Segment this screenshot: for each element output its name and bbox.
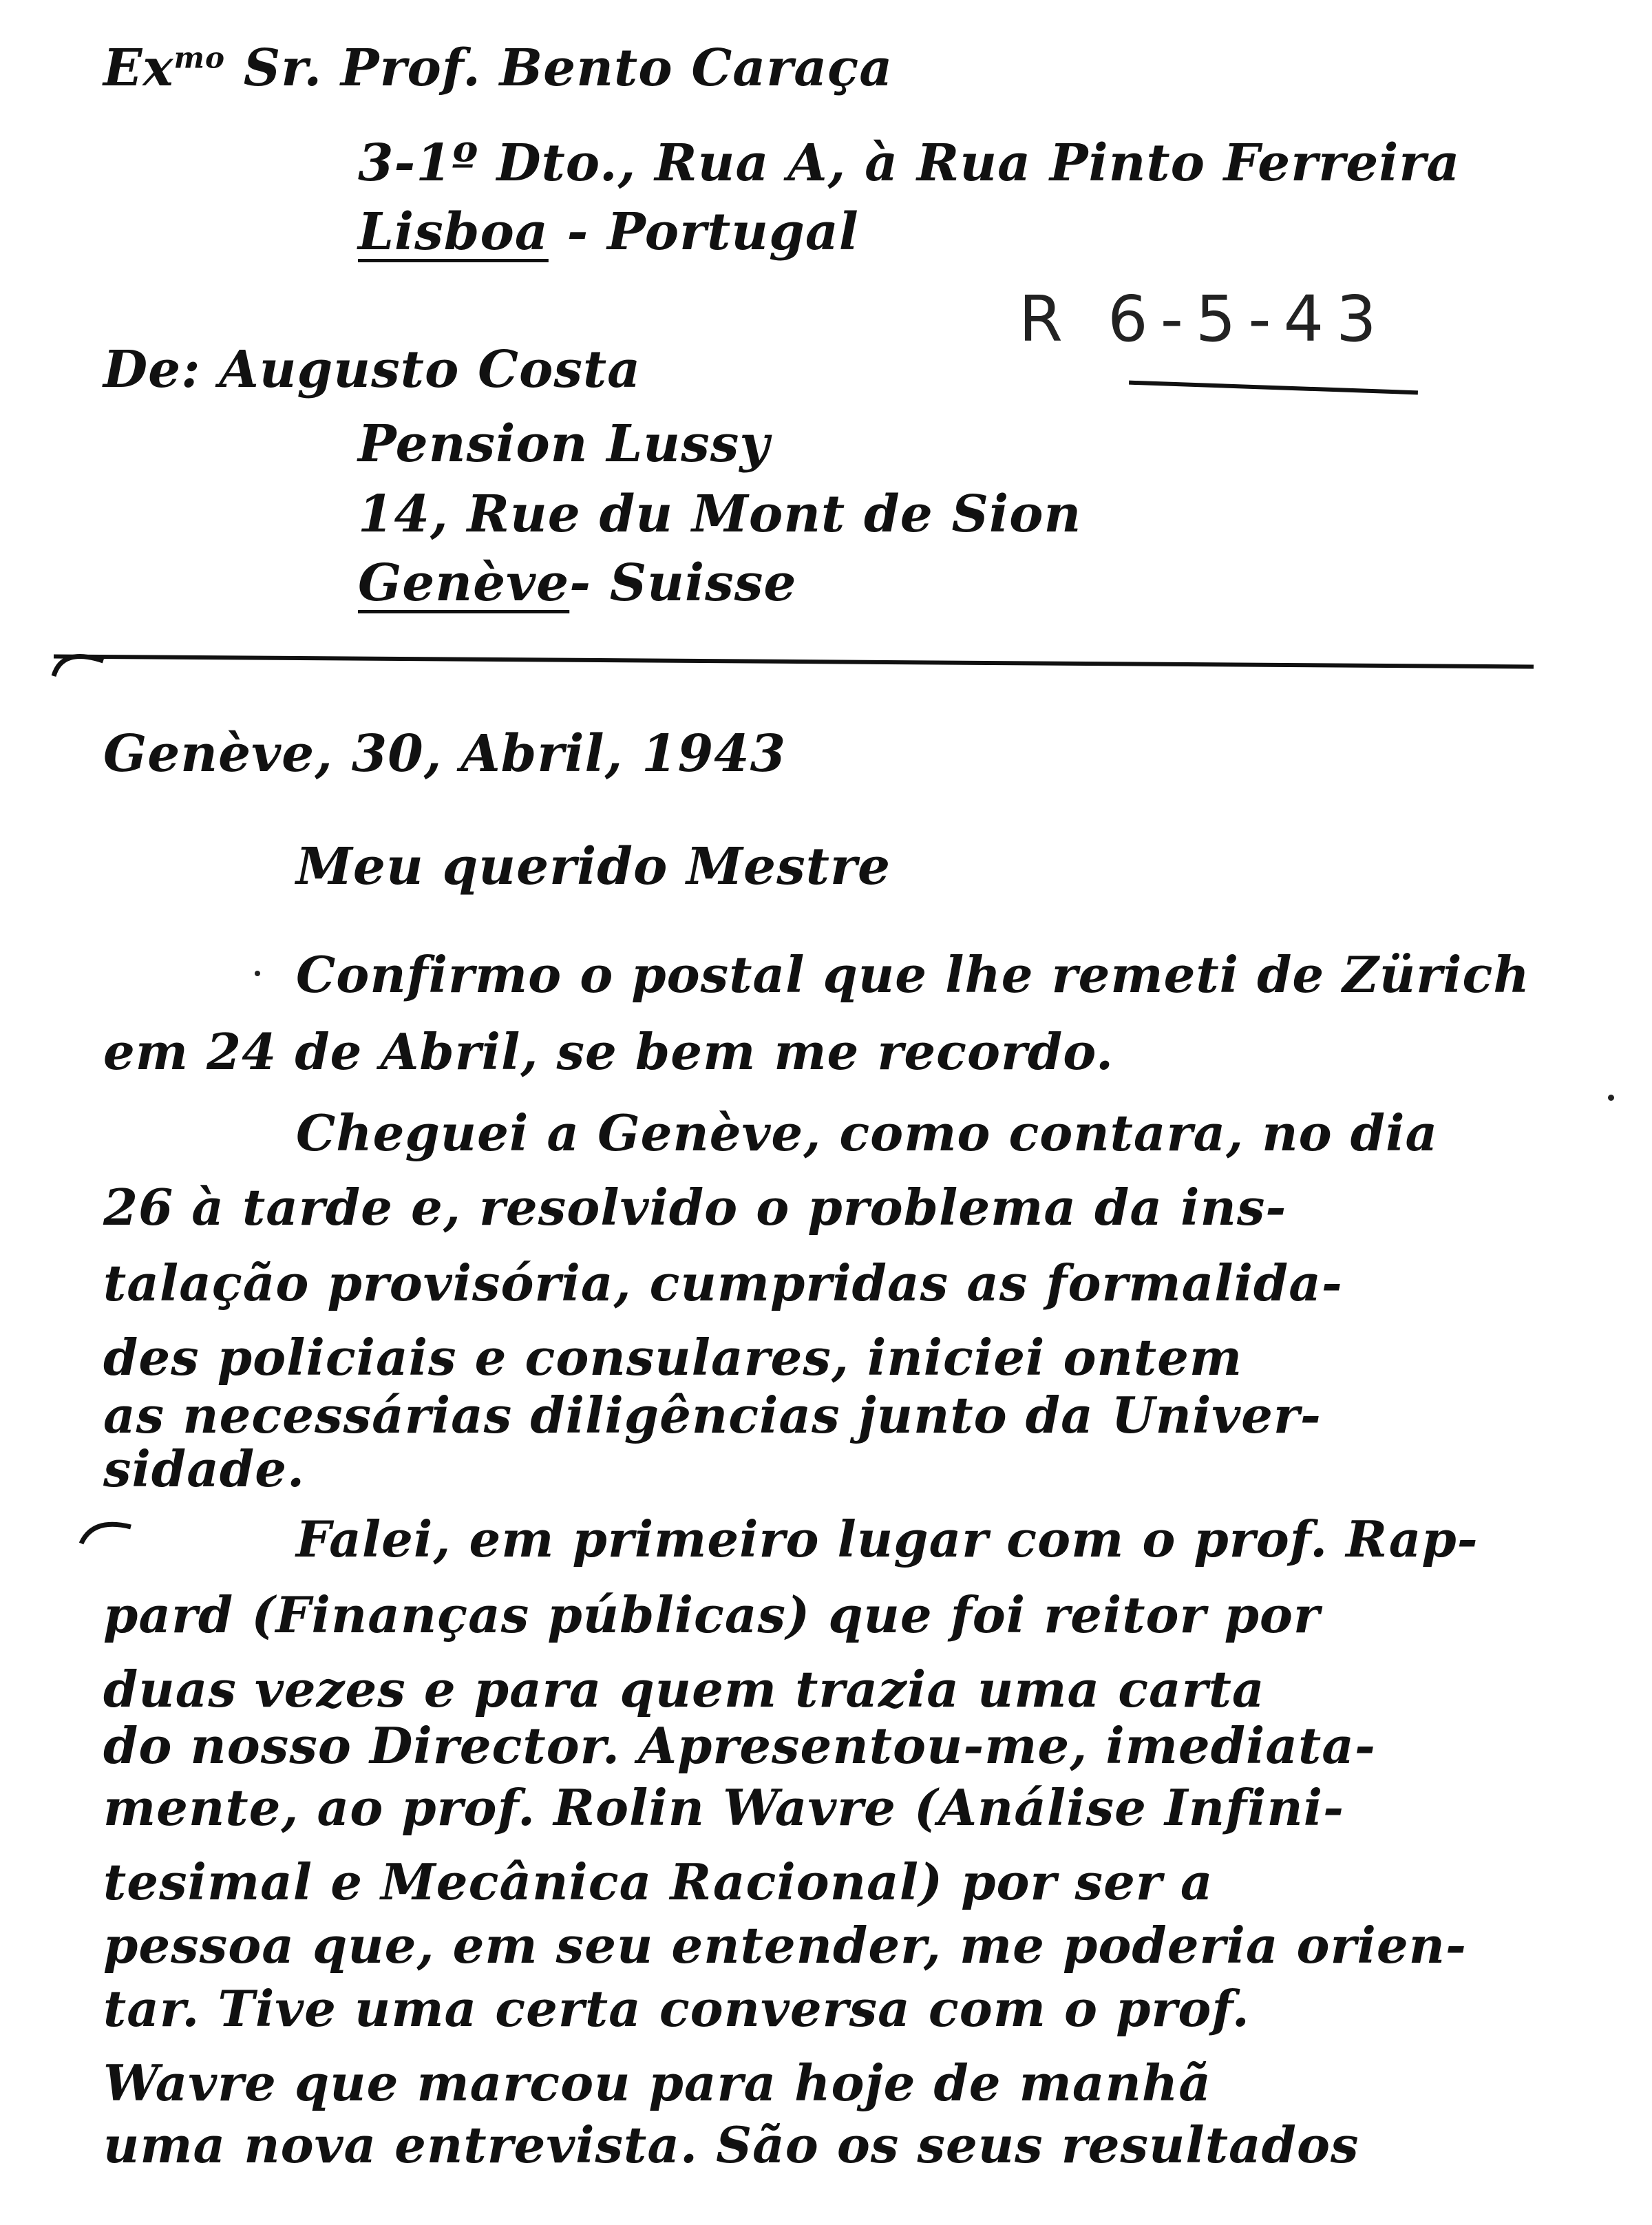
sender-line-1: [103, 340, 642, 399]
recipient-city: Lisboa: [358, 202, 549, 262]
scan-speck: [1608, 1095, 1614, 1101]
paragraph-1-line-1: Confirmo o postal que lhe remeti de Zürich: [296, 945, 1530, 1004]
paragraph-1-line-5: talação provisória, cumpridas as formalida-: [103, 1254, 1343, 1312]
paragraph-1-line-2: em 24 de Abril, se bem me recordo.: [103, 1022, 1114, 1081]
paragraph-hook-mark: [76, 1509, 138, 1550]
paragraph-1-line-3: Cheguei a Genève, como contara, no dia: [296, 1104, 1439, 1162]
header-separator-line: [54, 654, 1534, 668]
stamp-underline: [1129, 381, 1418, 395]
paragraph-2-line-6: tesimal e Mecânica Racional) por ser a: [103, 1853, 1214, 1911]
received-date-stamp: R 6-5-43: [1019, 282, 1389, 356]
sender-line-3: 14, Rue du Mont de Sion: [358, 485, 1082, 544]
separator-hook-mark: [48, 640, 110, 682]
sender-from-label: De:: [103, 340, 201, 399]
recipient-line-3: [358, 202, 859, 262]
paragraph-2-line-5: mente, ao prof. Rolin Wavre (Análise Infini-: [103, 1778, 1344, 1837]
sender-country: - Suisse: [569, 553, 797, 613]
paragraph-2-line-8: tar. Tive uma certa conversa com o prof.: [103, 1979, 1250, 2038]
paragraph-2-line-10: uma nova entrevista. São os seus resultados: [103, 2116, 1359, 2174]
paragraph-2-line-7: pessoa que, em seu entender, me poderia orien-: [103, 1916, 1467, 1974]
paragraph-2-line-4: do nosso Director. Apresentou-me, imediata-: [103, 1716, 1376, 1775]
scan-speck: [255, 971, 260, 976]
letter-date: Genève, 30, Abril, 1943: [103, 724, 787, 783]
sender-city: Genève: [358, 553, 570, 613]
paragraph-2-line-3: duas vezes e para quem trazia uma carta: [103, 1660, 1265, 1718]
recipient-country: - Portugal: [548, 202, 859, 262]
paragraph-1-line-8: sidade.: [103, 1440, 306, 1498]
recipient-title-prefix: Ex: [103, 39, 174, 98]
paragraph-2-line-2: pard (Finanças públicas) que foi reitor por: [103, 1585, 1320, 1644]
paragraph-2-line-9: Wavre que marcou para hoje de manhã: [103, 2054, 1211, 2112]
paragraph-2-line-1: Falei, em primeiro lugar com o prof. Rap-: [296, 1510, 1479, 1568]
recipient-title-superscript: mo: [173, 41, 225, 75]
paragraph-1-line-4: 26 à tarde e, resolvido o problema da ins-: [103, 1178, 1287, 1236]
sender-line-4: [358, 553, 797, 613]
salutation: Meu querido Mestre: [296, 837, 891, 896]
recipient-name: Sr. Prof. Bento Caraça: [225, 39, 893, 98]
paragraph-1-line-7: as necessárias diligências junto da Univer-: [103, 1386, 1322, 1444]
sender-line-2: Pension Lussy: [358, 414, 770, 474]
recipient-line-1: [103, 39, 893, 98]
sender-name: Augusto Costa: [219, 340, 642, 399]
recipient-line-2: 3-1º Dto., Rua A, à Rua Pinto Ferreira: [358, 134, 1461, 193]
paragraph-1-line-6: des policiais e consulares, iniciei ontem: [103, 1328, 1243, 1386]
